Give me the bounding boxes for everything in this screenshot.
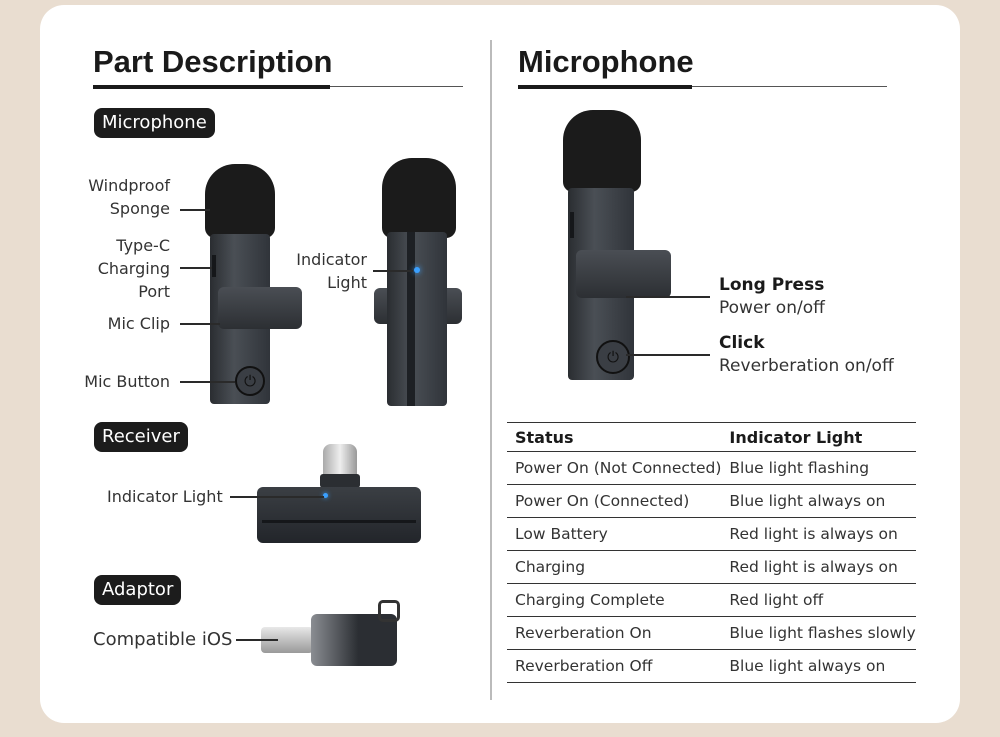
power-icon: ⏻ bbox=[235, 366, 265, 396]
click-desc: Reverberation on/off bbox=[719, 356, 894, 376]
table-cell: Charging bbox=[507, 551, 721, 584]
microphone-underline bbox=[518, 85, 692, 89]
windproof-label: Windproof Sponge bbox=[88, 176, 170, 218]
table-row bbox=[507, 584, 916, 617]
receiver-tag: Receiver bbox=[94, 422, 188, 452]
receiver-indicator-label: Indicator Light bbox=[107, 487, 223, 506]
table-cell: Power On (Not Connected) bbox=[507, 452, 721, 485]
table-row bbox=[507, 617, 916, 650]
indicator-light-dot bbox=[414, 267, 420, 273]
long-press-label: Long Press bbox=[719, 275, 825, 295]
table-cell: Red light is always on bbox=[721, 551, 915, 584]
table-cell: Reverberation On bbox=[507, 617, 721, 650]
mic-button-label: Mic Button bbox=[84, 372, 170, 391]
table-cell: Power On (Connected) bbox=[507, 485, 721, 518]
title-rule bbox=[330, 86, 463, 87]
title-underline bbox=[93, 85, 330, 89]
table-header: Status bbox=[507, 423, 721, 452]
microphone-title: Microphone bbox=[518, 44, 694, 79]
indicator-light-label: Indicator Light bbox=[296, 250, 367, 292]
table-cell: Charging Complete bbox=[507, 584, 721, 617]
table-row bbox=[507, 485, 916, 518]
mic-clip-label: Mic Clip bbox=[107, 314, 170, 333]
adaptor-tag: Adaptor bbox=[94, 575, 181, 605]
table-cell: Red light is always on bbox=[721, 518, 915, 551]
click-label: Click bbox=[719, 333, 765, 353]
table-row bbox=[507, 650, 916, 683]
compatible-ios-label: Compatible iOS bbox=[93, 629, 233, 650]
table-row bbox=[507, 452, 916, 485]
table-cell: Blue light flashes slowly bbox=[721, 617, 915, 650]
section-divider bbox=[490, 40, 492, 700]
table-row bbox=[507, 518, 916, 551]
table-cell: Blue light always on bbox=[721, 485, 915, 518]
table-header: Indicator Light bbox=[721, 423, 915, 452]
long-press-desc: Power on/off bbox=[719, 298, 825, 318]
status-table bbox=[507, 422, 916, 683]
power-button-icon: ⏻ bbox=[596, 340, 630, 374]
microphone-rule bbox=[692, 86, 887, 87]
table-header-row bbox=[507, 423, 916, 452]
typec-label: Type-C Charging Port bbox=[97, 236, 170, 301]
table-cell: Blue light flashing bbox=[721, 452, 915, 485]
part-description-title: Part Description bbox=[93, 44, 333, 79]
table-cell: Red light off bbox=[721, 584, 915, 617]
microphone-tag: Microphone bbox=[94, 108, 215, 138]
table-cell: Low Battery bbox=[507, 518, 721, 551]
table-row bbox=[507, 551, 916, 584]
table-cell: Reverberation Off bbox=[507, 650, 721, 683]
table-cell: Blue light always on bbox=[721, 650, 915, 683]
